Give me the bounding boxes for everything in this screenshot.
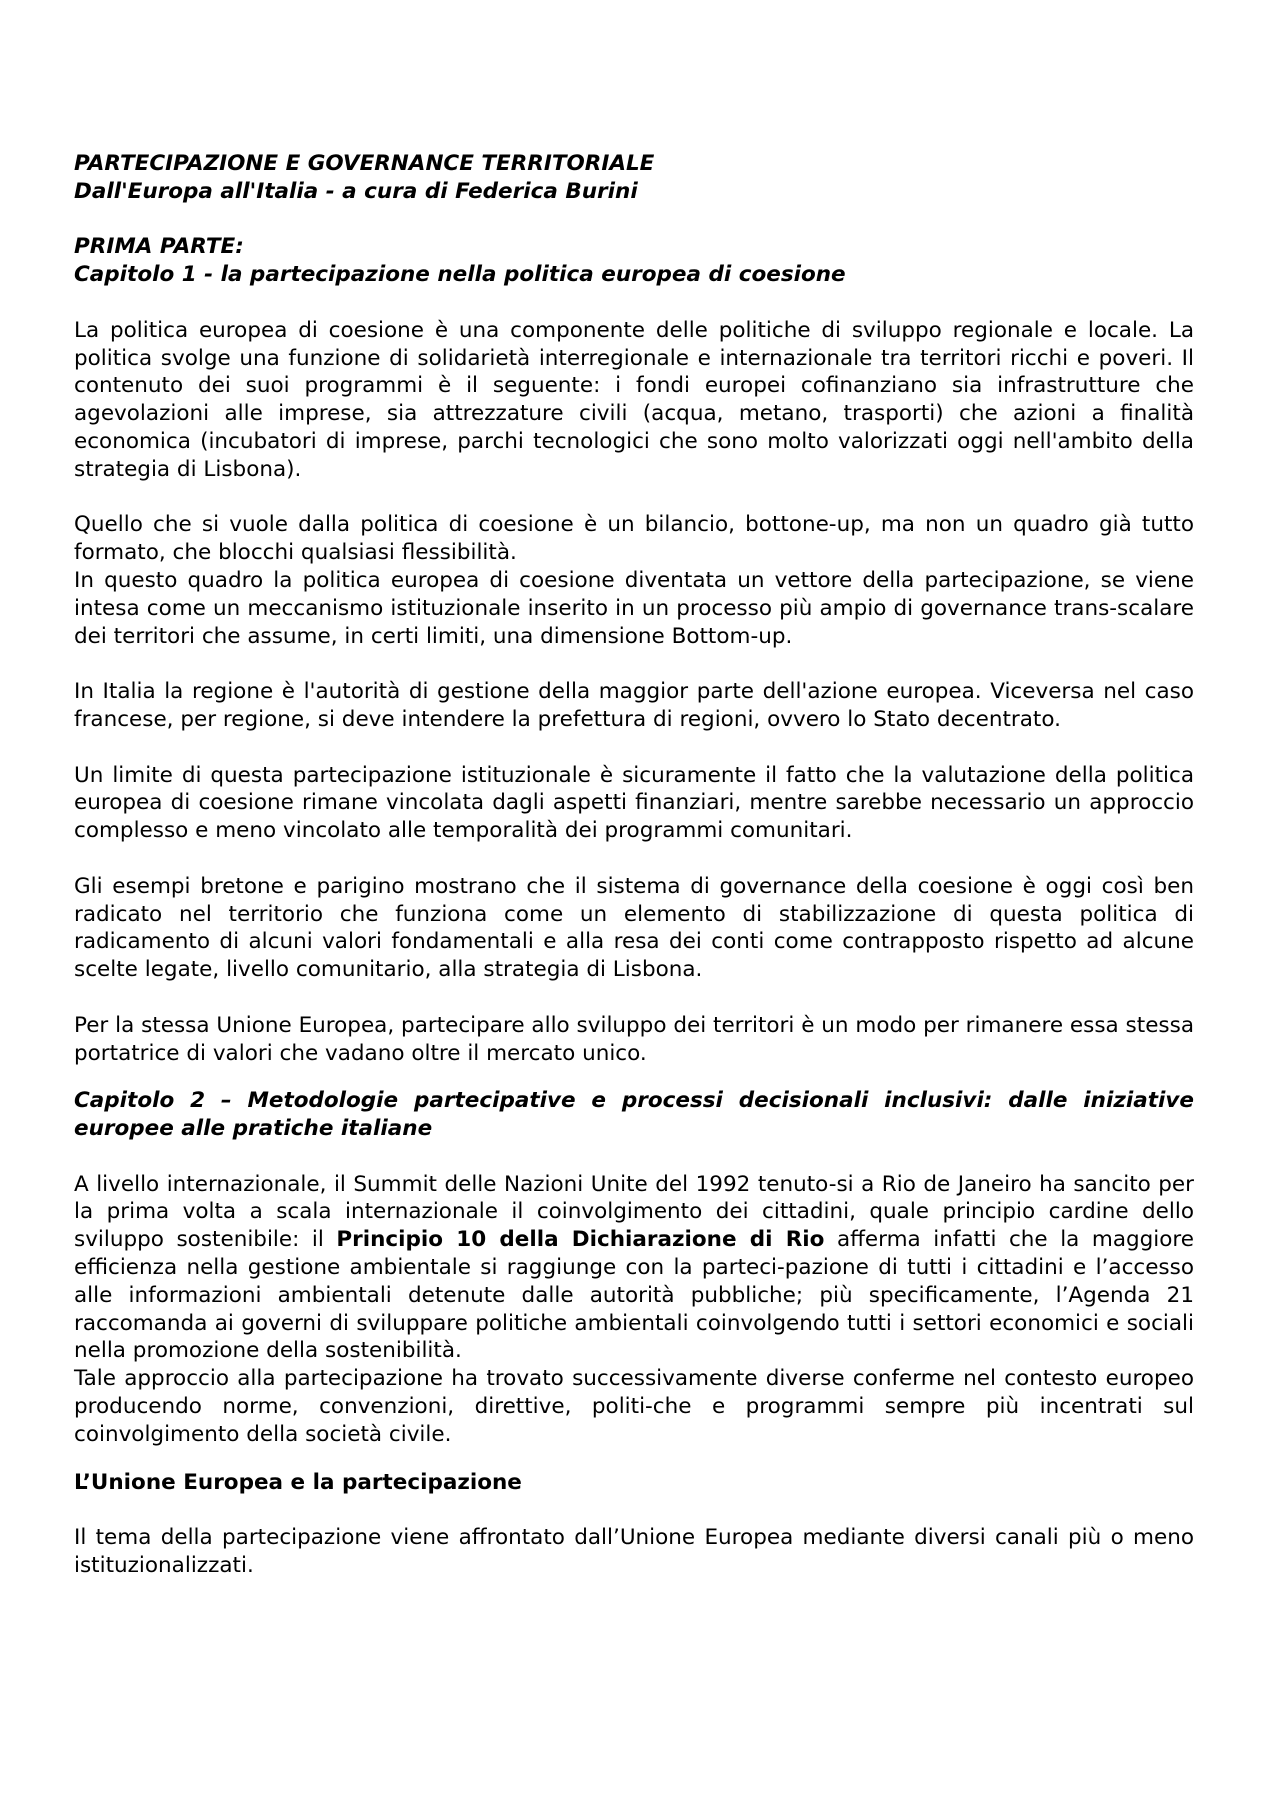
paragraph: Un limite di questa partecipazione istituzionale è sicuramente il fatto che la valutazione della politica europea di coesione rimane vincolata dagli aspetti finanziari, mentre sarebbe necessario un approccio complesso e meno vincolato alle temporalità dei programmi comunitari.: [74, 762, 1194, 844]
spacer: [74, 650, 1194, 678]
document-page: [74, 150, 1194, 1580]
spacer: [74, 206, 1194, 234]
paragraph: Per la stessa Unione Europea, partecipare allo sviluppo dei territori è un modo per rimanere essa stessa portatrice di valori che vadano oltre il mercato unico.: [74, 1012, 1194, 1066]
spacer: [74, 1143, 1194, 1171]
spacer: [74, 1449, 1194, 1469]
paragraph-text: afferma infatti che la maggiore efficienza nella gestione ambientale si raggiunge con la parteci-pazione di tutti i cittadini e l’accesso alle informazioni ambientali detenute dalle autorità pubbliche; più specificamente, l’Agenda 21 raccomanda ai governi di sviluppare politiche ambientali coinvolgendo tutti i settori economici e sociali nella promozione della sostenibilità.: [74, 1227, 1195, 1364]
paragraph: Gli esempi bretone e parigino mostrano che il sistema di governance della coesione è oggi così ben radicato nel territorio che funziona come un elemento di stabilizzazione di questa politica di radicamento di alcuni valori fondamentali e alla resa dei conti come contrapposto rispetto ad alcune scelte legate, livello comunitario, alla strategia di Lisbona.: [74, 873, 1194, 983]
chapter-2-title: Capitolo 2 – Metodologie partecipative e processi decisionali inclusivi: dalle iniziative europee alle pratiche italiane: [74, 1088, 1194, 1142]
spacer: [74, 484, 1194, 512]
paragraph: Quello che si vuole dalla politica di coesione è un bilancio, bottone-up, ma non un quadro già tutto formato, che blocchi qualsiasi flessibilità.: [74, 512, 1194, 566]
section-title: L’Unione Europea e la partecipazione: [74, 1469, 522, 1495]
spacer: [74, 1496, 1194, 1524]
spacer: [74, 734, 1194, 762]
chapter-1-title: Capitolo 1 - la partecipazione nella politica europea di coesione: [74, 262, 846, 288]
part-label: PRIMA PARTE:: [74, 234, 244, 260]
spacer: [74, 1067, 1194, 1087]
rio-principle-bold: Principio 10 della Dichiarazione di Rio: [336, 1227, 825, 1253]
paragraph-rio: [74, 1171, 1194, 1366]
spacer: [74, 289, 1194, 317]
spacer: [74, 984, 1194, 1012]
spacer: [74, 845, 1194, 873]
paragraph: La politica europea di coesione è una componente delle politiche di sviluppo regionale e locale. La politica svolge una funzione di solidarietà interregionale e internazionale tra territori ricchi e poveri. Il contenuto dei suoi programmi è il seguente: i fondi europei cofinanziano sia infrastrutture che agevolazioni alle imprese, sia attrezzature civili (acqua, metano, trasporti) che azioni a finalità economica (incubatori di imprese, parchi tecnologici che sono molto valorizzati oggi nell'ambito della strategia di Lisbona).: [74, 317, 1194, 482]
paragraph-text: A livello internazionale, il Summit delle Nazioni Unite del 1992 tenuto-si a Rio de Janeiro ha sancito per la prima volta a scala internazionale il coinvolgimento dei cittadini, quale principio cardine dello sviluppo sostenibile: il: [74, 1171, 1194, 1253]
paragraph: In Italia la regione è l'autorità di gestione della maggior parte dell'azione europea. Viceversa nel caso francese, per regione, si deve intendere la prefettura di regioni, ovvero lo Stato decentrato.: [74, 679, 1194, 732]
document-subtitle: Dall'Europa all'Italia - a cura di Federica Burini: [74, 178, 638, 204]
paragraph: Tale approccio alla partecipazione ha trovato successivamente diverse conferme nel contesto europeo producendo norme, convenzioni, direttive, politi-che e programmi sempre più incentrati sul coinvolgimento della società civile.: [74, 1366, 1194, 1447]
paragraph: Il tema della partecipazione viene affrontato dall’Unione Europea mediante diversi canali più o meno istituzionalizzati.: [74, 1525, 1194, 1579]
document-title: PARTECIPAZIONE E GOVERNANCE TERRITORIALE: [74, 151, 655, 176]
paragraph: In questo quadro la politica europea di coesione diventata un vettore della partecipazione, se viene intesa come un meccanismo istituzionale inserito in un processo più ampio di governance trans-scalare dei territori che assume, in certi limiti, una dimensione Bottom-up.: [74, 567, 1194, 649]
